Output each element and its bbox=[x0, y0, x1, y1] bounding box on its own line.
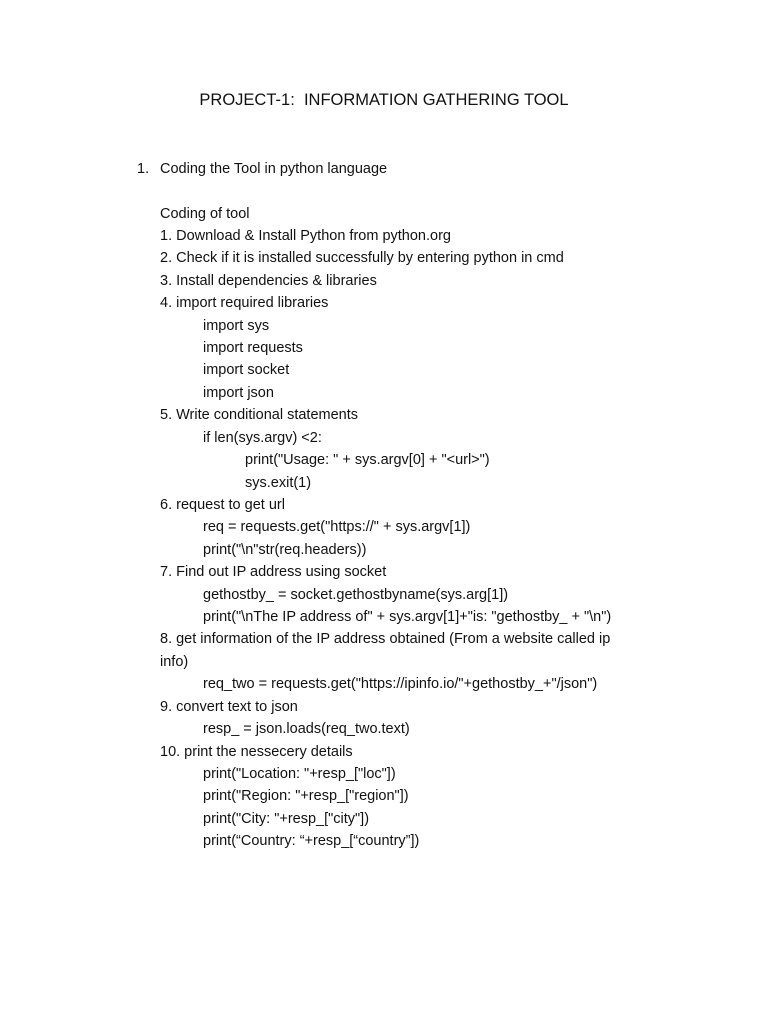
code-line: req_two = requests.get("https://ipinfo.io/"+gethostby_+"/json") bbox=[203, 676, 598, 692]
step-line: 7. Find out IP address using socket bbox=[160, 564, 387, 580]
code-line: if len(sys.argv) <2: bbox=[203, 430, 322, 446]
code-line: import json bbox=[203, 385, 274, 401]
code-line: sys.exit(1) bbox=[245, 475, 312, 491]
step-line: 3. Install dependencies & libraries bbox=[160, 273, 377, 289]
list-item-number: 1. bbox=[137, 161, 150, 177]
step-line: 6. request to get url bbox=[160, 497, 285, 513]
page-title: PROJECT-1: INFORMATION GATHERING TOOL bbox=[199, 91, 569, 109]
step-line: info) bbox=[160, 654, 189, 670]
code-line: print("\n"str(req.headers)) bbox=[203, 542, 367, 558]
code-line: print(“Country: “+resp_[“country”]) bbox=[203, 833, 420, 849]
code-line: print("Usage: " + sys.argv[0] + "<url>") bbox=[245, 452, 490, 468]
section-heading: Coding of tool bbox=[160, 206, 250, 222]
code-line: import sys bbox=[203, 318, 270, 334]
code-line: print("Region: "+resp_["region"]) bbox=[203, 788, 409, 804]
code-line: print("City: "+resp_["city"]) bbox=[203, 811, 370, 827]
step-line: 10. print the nessecery details bbox=[160, 744, 353, 760]
code-line: print("\nThe IP address of" + sys.argv[1]+"is: "gethostby_ + "\n") bbox=[203, 609, 612, 625]
code-line: gethostby_ = socket.gethostbyname(sys.arg[1]) bbox=[203, 587, 509, 603]
step-line: 4. import required libraries bbox=[160, 295, 329, 311]
step-line: 5. Write conditional statements bbox=[160, 407, 358, 423]
step-line: 2. Check if it is installed successfully by entering python in cmd bbox=[160, 250, 564, 266]
step-line: 8. get information of the IP address obtained (From a website called ip bbox=[160, 631, 611, 647]
code-line: req = requests.get("https://" + sys.argv[1]) bbox=[203, 519, 471, 535]
code-line: resp_ = json.loads(req_two.text) bbox=[203, 721, 410, 737]
code-line: print("Location: "+resp_["loc"]) bbox=[203, 766, 396, 782]
step-line: 9. convert text to json bbox=[160, 699, 298, 715]
code-line: import requests bbox=[203, 340, 303, 356]
step-line: 1. Download & Install Python from python.org bbox=[160, 228, 451, 244]
list-item-text: Coding the Tool in python language bbox=[160, 161, 388, 177]
code-line: import socket bbox=[203, 362, 290, 378]
